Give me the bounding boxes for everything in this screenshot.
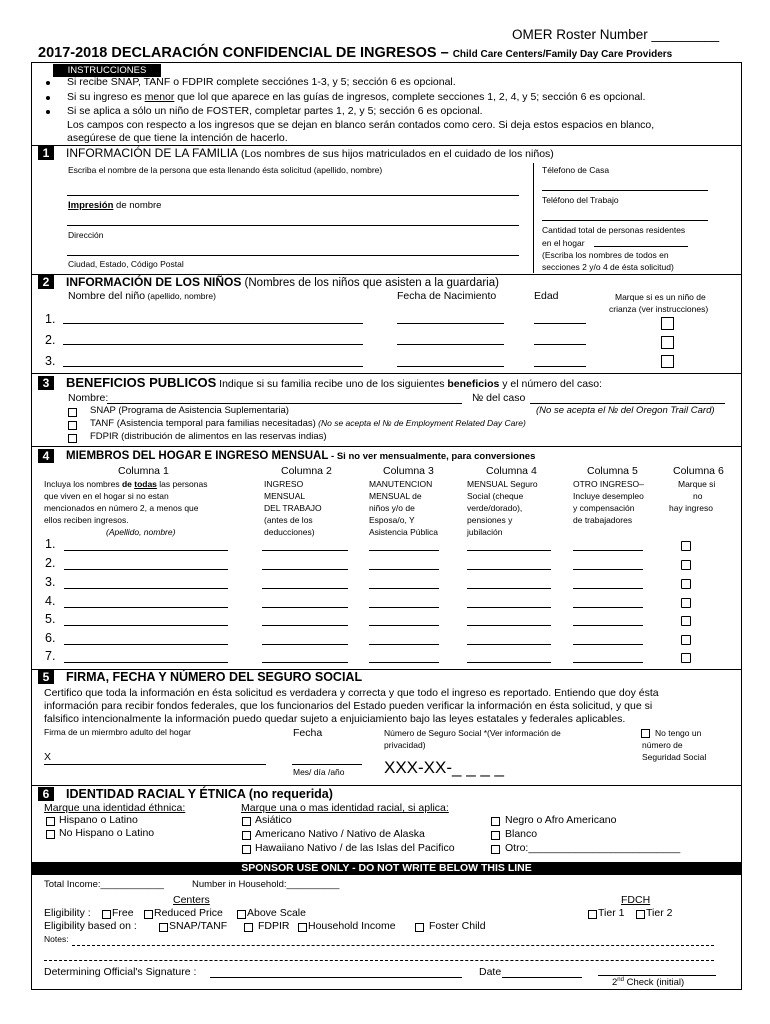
no-income-checkbox[interactable] xyxy=(681,560,691,570)
no-income-checkbox[interactable] xyxy=(681,598,691,608)
income-row-number: 4. xyxy=(45,594,56,608)
instruction-5: asegúrese de que tiene la intención de hacerlo. xyxy=(67,132,288,144)
column-4-header: Columna 4 xyxy=(486,465,537,477)
c3-line: niños y/o de xyxy=(369,503,415,513)
no-ssn-checkbox[interactable] xyxy=(641,729,650,738)
print-name-field[interactable] xyxy=(67,225,519,226)
c2-line: (antes de los xyxy=(264,515,313,525)
member-name-field[interactable] xyxy=(64,662,228,663)
income-field-col-4[interactable] xyxy=(467,588,551,589)
signature-field[interactable] xyxy=(44,764,266,765)
work-phone-label: Teléfono del Trabajo xyxy=(542,195,619,205)
child-name-header xyxy=(68,291,216,303)
divider xyxy=(533,163,534,273)
second-check-field[interactable] xyxy=(598,975,716,976)
foster-checkbox[interactable] xyxy=(661,317,674,330)
income-field-col-3[interactable] xyxy=(369,588,439,589)
tanf-label-a: TANF (Asistencia temporal para familias necesitadas) xyxy=(90,418,316,429)
column-5-header: Columna 5 xyxy=(587,465,638,477)
c6-line: Marque si xyxy=(678,479,716,489)
ssn-label-1: Número de Seguro Social *(Ver información de xyxy=(384,728,561,738)
section-number: 1 xyxy=(38,146,54,160)
section-3-title-r2: y el número del caso: xyxy=(499,378,603,390)
income-field-col-4[interactable] xyxy=(467,625,551,626)
no-ssn-label-3: Seguridad Social xyxy=(642,752,707,762)
child-name-field[interactable] xyxy=(63,323,363,324)
income-field-col-2[interactable] xyxy=(262,607,348,608)
benefit-name-label: Nombre: xyxy=(68,392,109,404)
c6-line: no xyxy=(693,491,703,501)
certify-line-2: información para recibir fondos federales, que los funcionarios del Estado pueden verificar la información en ésta solicitud, y que si xyxy=(44,700,653,712)
section-5-title: FIRMA, FECHA Y NÚMERO DEL SEGURO SOCIAL xyxy=(66,670,363,684)
centers-heading: Centers xyxy=(173,894,210,906)
member-name-field[interactable] xyxy=(64,625,228,626)
official-signature-field[interactable] xyxy=(210,977,462,978)
date-field[interactable] xyxy=(292,764,362,765)
income-row-number: 1. xyxy=(45,537,56,551)
tanf-label xyxy=(90,419,526,429)
section-number: 5 xyxy=(38,670,54,684)
free-checkbox[interactable] xyxy=(102,910,111,919)
no-income-checkbox[interactable] xyxy=(681,541,691,551)
ethnicity-heading: Marque una identidad éthnica: xyxy=(44,802,186,814)
household-label-3: (Escriba los nombres de todos en xyxy=(542,250,669,260)
instruction-2-u: menor xyxy=(144,91,175,103)
foster-header-1: Marque si es un niño de xyxy=(615,292,706,302)
income-field-col-3[interactable] xyxy=(369,644,439,645)
section-number: 3 xyxy=(38,376,54,390)
instruction-4: Los campos con respecto a los ingresos que se dejan en blanco serán contados como cero. Si deja estos espacios en blanco, xyxy=(67,119,655,131)
section-number: 2 xyxy=(38,275,54,289)
column-1-desc-b: que viven en el hogar si no estan xyxy=(44,491,169,501)
section-1-title-b: INFORMACIÓN DE LA FAMILIA xyxy=(66,146,239,160)
income-field-col-2[interactable] xyxy=(262,550,348,551)
section-6-title: IDENTIDAD RACIAL Y ÉTNICA (no requerida) xyxy=(66,787,333,801)
child-age-field[interactable] xyxy=(534,366,586,367)
income-field-col-5[interactable] xyxy=(573,588,643,589)
sponsor-bar: SPONSOR USE ONLY - DO NOT WRITE BELOW THIS LINE xyxy=(31,862,742,875)
foster-header-2: crianza (ver instrucciones) xyxy=(609,304,709,314)
address-label: Dirección xyxy=(68,230,104,240)
income-field-col-4[interactable] xyxy=(467,569,551,570)
c2-line: DEL TRABAJO xyxy=(264,503,322,513)
white-label: Blanco xyxy=(505,828,538,840)
eligibility-label: Eligibility : xyxy=(44,907,91,919)
foster-child-checkbox[interactable] xyxy=(415,923,424,932)
c5-line: Incluye desempleo xyxy=(573,491,644,501)
form-title-main: 2017-2018 DECLARACIÓN CONFIDENCIAL DE INGRESOS – xyxy=(38,45,449,61)
c6-line: hay ingreso xyxy=(669,503,713,513)
c4-line: pensiones y xyxy=(467,515,513,525)
income-field-col-4[interactable] xyxy=(467,644,551,645)
black-checkbox[interactable] xyxy=(491,817,500,826)
white-checkbox[interactable] xyxy=(491,831,500,840)
column-1-desc-d: ellos reciben ingresos. xyxy=(44,515,129,525)
c4-line: Social (cheque xyxy=(467,491,524,501)
section-4-title xyxy=(66,450,535,463)
bullet-icon xyxy=(46,110,50,114)
c5-line: y compensación xyxy=(573,503,635,513)
reduced-checkbox[interactable] xyxy=(144,910,153,919)
income-field-col-2[interactable] xyxy=(262,662,348,663)
notes-field[interactable] xyxy=(72,945,714,946)
c5-line: de trabajadores xyxy=(573,515,633,525)
income-field-col-3[interactable] xyxy=(369,625,439,626)
date-format: Mes/ día /año xyxy=(293,767,345,777)
ssn-label-2: privacidad) xyxy=(384,740,426,750)
instructions-label: INSTRUCCIONES xyxy=(53,64,161,77)
section-number: 4 xyxy=(38,449,54,463)
c3-line: MENSUAL de xyxy=(369,491,422,501)
certify-line-1: Certifico que toda la información en ésta solicitud es verdadera y correcta y que todo el ingreso es reportado. Entiendo que doy ésta xyxy=(44,687,659,699)
c2-line: INGRESO xyxy=(264,479,304,489)
household-income-checkbox[interactable] xyxy=(298,923,307,932)
section-4-title-b: MIEMBROS DEL HOGAR E INGRESO MENSUAL xyxy=(66,450,329,462)
income-row-number: 3. xyxy=(45,575,56,589)
foster-child-label: Foster Child xyxy=(429,920,486,932)
income-field-col-4[interactable] xyxy=(467,550,551,551)
work-phone-field[interactable] xyxy=(542,220,708,221)
instruction-2-b: que lol que aparece en las guías de ingresos, complete secciones 1, 2, 4, y 5; sección 6 es opcional. xyxy=(174,91,646,103)
ssn-field[interactable]: XXX-XX-_ _ _ _ xyxy=(384,758,505,777)
income-field-col-5[interactable] xyxy=(573,569,643,570)
household-number-field[interactable]: Number in Household:__________ xyxy=(192,879,340,890)
free-label: Free xyxy=(112,907,134,919)
official-date-field[interactable] xyxy=(502,977,582,978)
household-count-field[interactable] xyxy=(594,246,688,247)
print-name-u: Impresión xyxy=(68,200,114,211)
income-field-col-4[interactable] xyxy=(467,607,551,608)
form-title xyxy=(38,46,672,62)
child-name-field[interactable] xyxy=(63,344,363,345)
child-row-number: 3. xyxy=(45,354,56,368)
asian-label: Asiático xyxy=(255,814,292,826)
divider xyxy=(31,373,742,374)
date-label: Fecha xyxy=(293,727,323,739)
child-name-header-a: Nombre del niño xyxy=(68,290,146,302)
section-3-title xyxy=(66,376,602,391)
writer-name-field[interactable] xyxy=(67,195,519,196)
above-scale-label: Above Scale xyxy=(247,907,306,919)
income-field-col-2[interactable] xyxy=(262,588,348,589)
household-label-4: secciones 2 y/o 4 de ésta solicitud) xyxy=(542,262,674,272)
instruction-3: Si se aplica a sólo un niño de FOSTER, completar partes 1, 2, y 5; sección 6 es opcional. xyxy=(67,105,483,117)
non-hispanic-checkbox[interactable] xyxy=(46,830,55,839)
fdpir-checkbox[interactable] xyxy=(68,434,77,443)
divider xyxy=(31,446,742,447)
income-field-col-5[interactable] xyxy=(573,644,643,645)
foster-checkbox[interactable] xyxy=(661,336,674,349)
case-number-field[interactable] xyxy=(530,403,725,404)
section-2-title-r: (Nombres de los niños que asisten a la guardaria) xyxy=(241,277,499,289)
signature-x: X xyxy=(44,751,52,763)
column-1-desc-e: (Apellido, nombre) xyxy=(106,527,176,537)
tier-1-checkbox[interactable] xyxy=(588,910,597,919)
other-race-label: Otro:__________________________ xyxy=(505,842,681,854)
fdpir-sponsor-checkbox[interactable] xyxy=(244,923,253,932)
no-income-checkbox[interactable] xyxy=(681,653,691,663)
c2-line: deducciones) xyxy=(264,527,315,537)
home-phone-label: Télefono de Casa xyxy=(542,165,610,175)
form-title-sub: Child Care Centers/Family Day Care Providers xyxy=(452,49,673,60)
eligibility-based-label: Eligibility based on : xyxy=(44,920,137,932)
tier-2-checkbox[interactable] xyxy=(636,910,645,919)
reduced-label: Reduced Price xyxy=(154,907,223,919)
child-name-field[interactable] xyxy=(63,366,363,367)
race-heading: Marque una o mas identidad racial, si aplica: xyxy=(241,802,449,814)
tanf-note: (No se acepta el № de Employment Related Day Care) xyxy=(315,418,526,428)
income-field-col-3[interactable] xyxy=(369,662,439,663)
writer-name-label: Escriba el nombre de la persona que esta llenando ésta solicitud (apellido, nombre) xyxy=(68,165,383,175)
c3-line: MANUTENCION xyxy=(369,479,433,489)
section-3-title-b: BENEFICIOS PUBLICOS xyxy=(66,375,217,390)
section-1-title-r: (Los nombres de sus hijos matriculados en el cuidado de los niños) xyxy=(238,148,554,160)
fdpir-sponsor-label: FDPIR xyxy=(258,920,290,932)
c4-line: verde/dorado), xyxy=(467,503,523,513)
c1a: Incluya los nombres xyxy=(44,479,122,489)
pacific-islander-checkbox[interactable] xyxy=(242,845,251,854)
child-age-field[interactable] xyxy=(534,344,586,345)
c2-line: MENSUAL xyxy=(264,491,306,501)
income-field-col-5[interactable] xyxy=(573,550,643,551)
income-row-number: 6. xyxy=(45,631,56,645)
column-1-header: Columna 1 xyxy=(118,465,169,477)
child-dob-field[interactable] xyxy=(397,366,504,367)
fdch-heading: FDCH xyxy=(621,894,651,906)
member-name-field[interactable] xyxy=(64,607,228,608)
instruction-2-a: Si su ingreso es xyxy=(67,91,145,103)
section-1-title xyxy=(66,147,554,161)
column-1-desc-c: mencionados en número 2, a menos que xyxy=(44,503,199,513)
column-6-header: Columna 6 xyxy=(673,465,724,477)
household-label-1: Cantidad total de personas residentes xyxy=(542,225,686,235)
age-header: Edad xyxy=(534,290,559,302)
c3-line: Asistencia Pública xyxy=(369,527,438,537)
member-name-field[interactable] xyxy=(64,588,228,589)
c4-line: jubilación xyxy=(467,527,503,537)
household-income-label: Household Income xyxy=(308,920,396,932)
c5-line: OTRO INGRESO– xyxy=(573,479,644,489)
snap-label: SNAP (Programa de Asistencia Suplementaria) xyxy=(90,405,289,416)
tanf-checkbox[interactable] xyxy=(68,421,77,430)
notes-field[interactable] xyxy=(44,960,714,961)
income-field-col-2[interactable] xyxy=(262,569,348,570)
asian-checkbox[interactable] xyxy=(242,817,251,826)
snap-tanf-checkbox[interactable] xyxy=(159,923,168,932)
c1ab: de xyxy=(121,479,135,489)
roster-number[interactable]: OMER Roster Number _________ xyxy=(512,27,720,42)
no-income-checkbox[interactable] xyxy=(681,635,691,645)
divider xyxy=(31,785,742,786)
city-label: Ciudad, Estado, Código Postal xyxy=(68,259,184,269)
child-dob-field[interactable] xyxy=(397,344,504,345)
income-field-col-5[interactable] xyxy=(573,625,643,626)
income-row-number: 7. xyxy=(45,649,56,663)
print-name-r: de nombre xyxy=(113,200,162,211)
official-signature-label: Determining Official's Signature : xyxy=(44,966,197,978)
section-3-title-r1: Indique si su familia recibe uno de los siguientes xyxy=(216,378,448,390)
c3-line: Esposa/o, Y xyxy=(369,515,415,525)
case-number-label: № del caso xyxy=(472,392,526,404)
child-row-number: 1. xyxy=(45,312,56,326)
no-ssn-label-1: No tengo un xyxy=(655,728,702,738)
instruction-1: Si recibe SNAP, TANF o FDPIR complete secciónes 1-3, y 5; sección 6 es opcional. xyxy=(67,76,456,88)
c1ar: las personas xyxy=(156,479,208,489)
native-american-checkbox[interactable] xyxy=(242,831,251,840)
hispanic-label: Hispano o Latino xyxy=(59,814,138,826)
child-row-number: 2. xyxy=(45,333,56,347)
snap-checkbox[interactable] xyxy=(68,408,77,417)
tier-1-label: Tier 1 xyxy=(598,907,625,919)
notes-label: Notes: xyxy=(44,934,69,944)
instruction-2 xyxy=(67,92,645,104)
native-american-label: Americano Nativo / Nativo de Alaska xyxy=(255,828,425,840)
hispanic-checkbox[interactable] xyxy=(46,817,55,826)
column-2-header: Columna 2 xyxy=(281,465,332,477)
child-age-field[interactable] xyxy=(534,323,586,324)
signature-label: Firma de un miermbro adulto del hogar xyxy=(44,727,191,737)
certify-line-3: falsifico intencionalmente la información puedo quedar sujeto a enjuiciamiento bajo las leyes estatales y federales aplicables. xyxy=(44,713,626,725)
c4-line: MENSUAL Seguro xyxy=(467,479,538,489)
column-1-desc-a xyxy=(44,480,207,489)
income-row-number: 5. xyxy=(45,612,56,626)
column-3-header: Columna 3 xyxy=(383,465,434,477)
section-2-title xyxy=(66,276,499,290)
section-4-title-r: - Si no ver mensualmente, para conversiones xyxy=(328,451,536,462)
income-field-col-2[interactable] xyxy=(262,644,348,645)
income-field-col-5[interactable] xyxy=(573,662,643,663)
black-label: Negro o Afro Americano xyxy=(505,814,617,826)
income-field-col-5[interactable] xyxy=(573,607,643,608)
member-name-field[interactable] xyxy=(64,644,228,645)
snap-note: (No se acepta el № del Oregon Trail Card) xyxy=(536,405,715,416)
bullet-icon xyxy=(46,81,50,85)
total-income-field[interactable]: Total Income:____________ xyxy=(44,879,164,890)
home-phone-field[interactable] xyxy=(542,190,708,191)
section-number: 6 xyxy=(38,787,54,801)
snap-tanf-label: SNAP/TANF xyxy=(169,920,228,932)
c1au: todas xyxy=(134,479,157,489)
income-field-col-3[interactable] xyxy=(369,569,439,570)
member-name-field[interactable] xyxy=(64,569,228,570)
foster-checkbox[interactable] xyxy=(661,355,674,368)
dob-header: Fecha de Nacimiento xyxy=(397,290,497,302)
pacific-islander-label: Hawaiiano Nativo / de las Islas del Pacifico xyxy=(255,842,455,854)
second-check-label: 2nd Check (initial) xyxy=(612,977,685,989)
non-hispanic-label: No Hispano o Latino xyxy=(59,827,155,839)
child-name-header-b: (apellido, nombre) xyxy=(145,291,216,301)
no-income-checkbox[interactable] xyxy=(681,616,691,626)
official-date-label: Date xyxy=(479,966,502,978)
no-ssn-label-2: número de xyxy=(642,740,683,750)
other-race-checkbox[interactable] xyxy=(491,845,500,854)
no-income-checkbox[interactable] xyxy=(681,579,691,589)
benefit-name-field[interactable] xyxy=(107,403,462,404)
child-dob-field[interactable] xyxy=(397,323,504,324)
section-2-title-b: INFORMACIÓN DE LOS NIÑOS xyxy=(66,275,242,289)
address-field[interactable] xyxy=(67,255,519,256)
household-label-2: en el hogar xyxy=(542,238,585,248)
income-field-col-4[interactable] xyxy=(467,662,551,663)
print-name-label xyxy=(68,201,161,211)
income-field-col-3[interactable] xyxy=(369,607,439,608)
income-field-col-3[interactable] xyxy=(369,550,439,551)
fdpir-label: FDPIR (distribución de alimentos en las reservas indias) xyxy=(90,431,327,442)
bullet-icon xyxy=(46,96,50,100)
income-field-col-2[interactable] xyxy=(262,625,348,626)
member-name-field[interactable] xyxy=(64,550,228,551)
section-3-title-rb: beneficios xyxy=(447,378,500,390)
income-row-number: 2. xyxy=(45,556,56,570)
above-scale-checkbox[interactable] xyxy=(237,910,246,919)
tier-2-label: Tier 2 xyxy=(646,907,673,919)
